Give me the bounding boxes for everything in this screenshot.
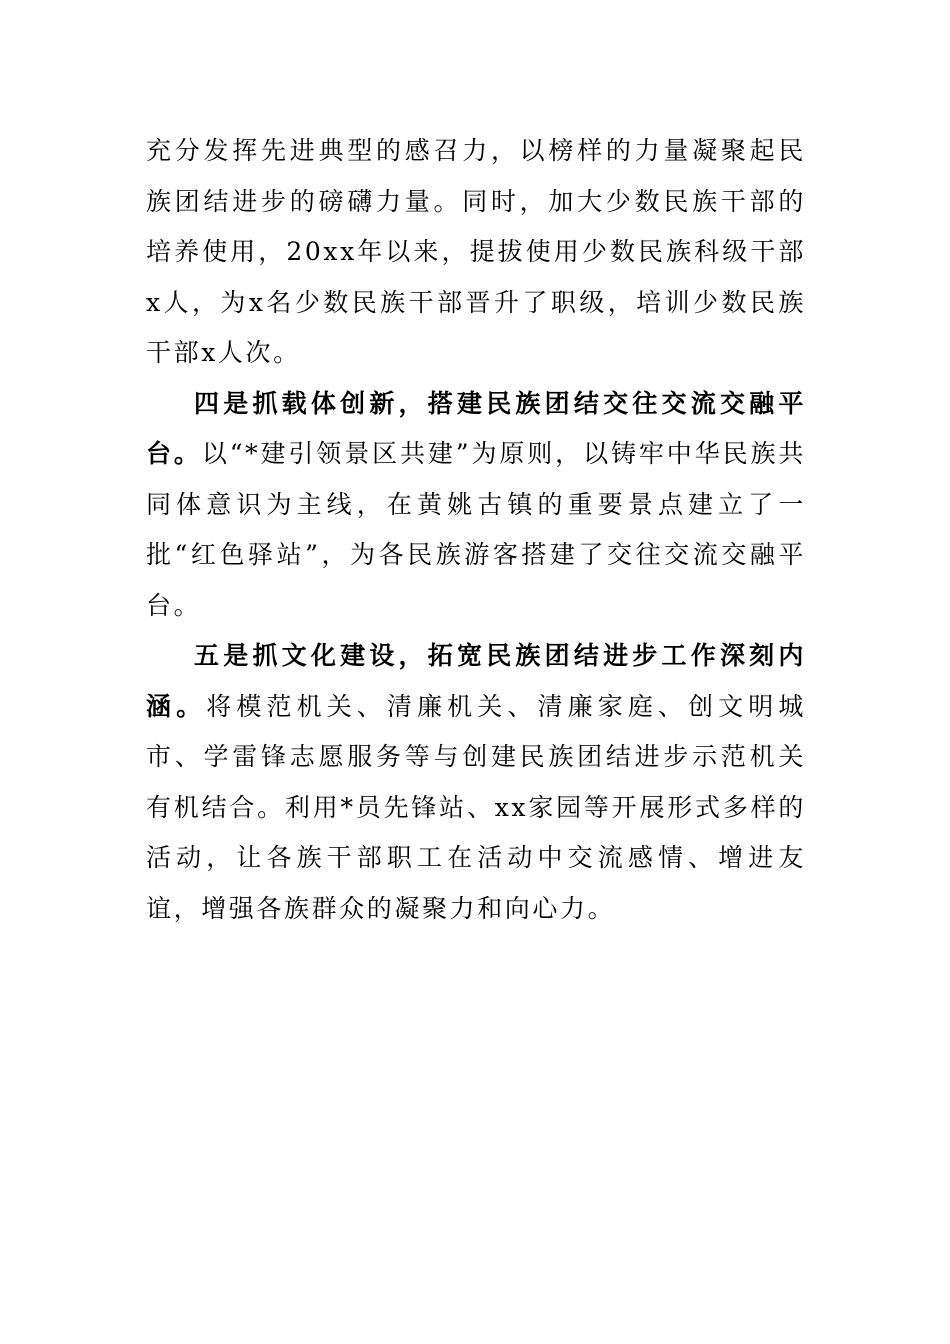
paragraph-carrier-innovation [146, 379, 806, 632]
paragraph-heading: 四是抓载体创新，搭建民族团结交往交流交融平台。 [146, 388, 806, 468]
paragraph-heading: 五是抓文化建设，拓宽民族团结进步工作深刻内涵。 [146, 641, 806, 721]
paragraph-continuation [146, 126, 806, 379]
paragraph-text: 充分发挥先进典型的感召力，以榜样的力量凝聚起民族团结进步的磅礴力量。同时，加大少数民族干部的培养使用，20xx年以来，提拔使用少数民族科级干部x人，为x名少数民族干部晋升了职级，培训少数民族干部x人次。 [146, 136, 806, 367]
paragraph-text: 将模范机关、清廉机关、清廉家庭、创文明城市、学雷锋志愿服务等与创建民族团结进步示范机关有机结合。利用*员先锋站、xx家园等开展形式多样的活动，让各族干部职工在活动中交流感情、增进友谊，增强各族群众的凝聚力和向心力。 [146, 691, 806, 923]
paragraph-culture-building [146, 631, 806, 934]
document-body [146, 126, 806, 934]
paragraph-text: 以“*建引领景区共建”为原则，以铸牢中华民族共同体意识为主线，在黄姚古镇的重要景点建立了一批“红色驿站”，为各民族游客搭建了交往交流交融平台。 [146, 439, 806, 620]
